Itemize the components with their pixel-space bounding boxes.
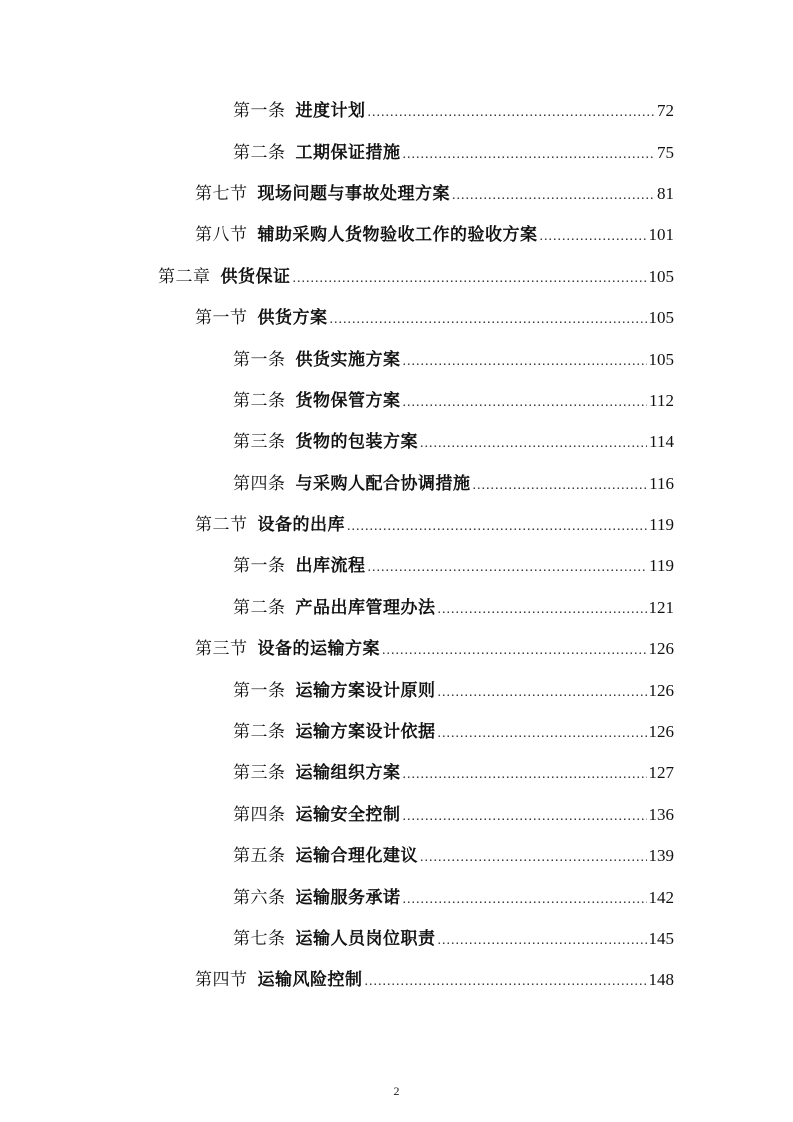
toc-entry[interactable] [0,833,793,874]
toc-entry[interactable] [0,378,793,419]
toc-entry-title: 货物保管方案 [295,390,401,411]
toc-entry-number: 第三条 [233,432,286,453]
toc-entry[interactable] [0,543,793,584]
toc-entry-page: 148 [648,970,674,990]
toc-entry-page: 81 [657,183,674,203]
toc-entry[interactable] [0,502,793,543]
toc-entry[interactable] [0,792,793,833]
toc-leader-dots [403,767,647,783]
toc-leader-dots [365,974,647,990]
toc-entry[interactable] [0,957,793,998]
toc-entry-page: 101 [648,225,674,245]
toc-entry-number: 第三条 [233,763,286,784]
toc-entry-title: 供货方案 [257,308,328,329]
toc-entry-number: 第四条 [233,473,286,494]
toc-leader-dots [347,519,647,535]
toc-entry[interactable] [0,129,793,170]
toc-entry-page: 75 [657,142,674,162]
toc-entry-page: 114 [649,432,674,452]
toc-leader-dots [403,892,647,908]
toc-entry-number: 第二章 [158,266,211,287]
toc-leader-dots [368,560,648,576]
toc-entry-page: 72 [657,101,674,121]
toc-entry-title: 运输方案设计原则 [295,680,436,701]
toc-entry-title: 货物的包装方案 [295,432,418,453]
toc-entry-page: 126 [648,722,674,742]
toc-leader-dots [452,188,655,204]
toc-entry-title: 现场问题与事故处理方案 [257,183,450,204]
toc-leader-dots [438,933,647,949]
toc-entry-number: 第一节 [195,308,248,329]
toc-entry-title: 运输服务承诺 [295,887,401,908]
toc-entry[interactable] [0,916,793,957]
toc-entry-page: 139 [648,846,674,866]
toc-leader-dots [382,643,647,659]
toc-entry[interactable] [0,171,793,212]
toc-leader-dots [420,850,647,866]
table-of-contents [0,88,793,999]
toc-entry-title: 运输安全控制 [295,804,401,825]
toc-entry-page: 105 [648,349,674,369]
toc-entry-title: 运输风险控制 [257,970,363,991]
toc-entry[interactable] [0,419,793,460]
toc-leader-dots [403,354,647,370]
toc-entry-title: 产品出库管理办法 [295,597,436,618]
toc-entry-page: 121 [648,597,674,617]
toc-entry[interactable] [0,626,793,667]
toc-leader-dots [403,147,656,163]
toc-leader-dots [403,809,647,825]
page-number: 2 [393,1084,400,1098]
toc-entry-title: 运输人员岗位职责 [295,929,436,949]
toc-leader-dots [438,685,647,701]
toc-leader-dots [368,105,656,121]
toc-entry-number: 第一条 [233,556,286,577]
toc-leader-dots [473,478,648,494]
toc-entry-title: 供货保证 [220,266,291,287]
toc-leader-dots [403,395,648,411]
toc-entry-number: 第二节 [195,515,248,536]
toc-entry[interactable] [0,254,793,295]
toc-entry-page: 136 [648,804,674,824]
toc-entry-number: 第六条 [233,887,286,908]
toc-entry[interactable] [0,336,793,377]
toc-entry-page: 145 [648,929,674,948]
toc-entry-title: 运输组织方案 [295,763,401,784]
toc-entry-number: 第四节 [195,970,248,991]
toc-entry-number: 第三节 [195,639,248,660]
toc-leader-dots [438,602,647,618]
toc-entry-page: 105 [648,308,674,328]
toc-entry-number: 第一条 [233,680,286,701]
toc-entry[interactable] [0,461,793,502]
toc-entry-page: 105 [648,266,674,286]
toc-entry-page: 119 [649,515,674,535]
toc-entry-title: 进度计划 [295,101,366,122]
toc-leader-dots [540,229,647,245]
toc-entry-title: 设备的出库 [257,515,345,536]
toc-entry-title: 运输合理化建议 [295,846,418,867]
toc-entry-number: 第七条 [233,929,286,949]
toc-entry-title: 工期保证措施 [295,142,401,163]
toc-leader-dots [293,271,647,287]
toc-entry-number: 第二条 [233,722,286,743]
toc-entry-number: 第一条 [233,349,286,370]
toc-entry-page: 127 [648,763,674,783]
toc-entry-number: 第五条 [233,846,286,867]
toc-entry[interactable] [0,212,793,253]
toc-entry[interactable] [0,709,793,750]
toc-entry-page: 126 [648,639,674,659]
toc-leader-dots [330,312,647,328]
toc-entry-number: 第二条 [233,390,286,411]
toc-entry-title: 出库流程 [295,556,366,577]
toc-entry-page: 116 [649,473,674,493]
toc-entry-number: 第一条 [233,101,286,122]
toc-entry-title: 运输方案设计依据 [295,722,436,743]
toc-entry[interactable] [0,874,793,915]
toc-entry-page: 112 [649,390,674,410]
toc-entry[interactable] [0,750,793,791]
toc-entry-page: 126 [648,680,674,700]
toc-entry-page: 142 [648,887,674,907]
toc-entry-number: 第八节 [195,225,248,246]
toc-entry[interactable] [0,667,793,708]
toc-entry[interactable] [0,585,793,626]
toc-entry-number: 第七节 [195,183,248,204]
toc-entry-title: 供货实施方案 [295,349,401,370]
toc-entry-number: 第二条 [233,142,286,163]
toc-entry[interactable] [0,88,793,129]
toc-entry-title: 与采购人配合协调措施 [295,473,471,494]
toc-entry-page: 119 [649,556,674,576]
toc-entry-number: 第二条 [233,597,286,618]
toc-entry[interactable] [0,295,793,336]
toc-entry-title: 辅助采购人货物验收工作的验收方案 [257,225,538,246]
toc-leader-dots [438,726,647,742]
toc-entry-title: 设备的运输方案 [257,639,380,660]
toc-leader-dots [420,436,647,452]
toc-entry-number: 第四条 [233,804,286,825]
